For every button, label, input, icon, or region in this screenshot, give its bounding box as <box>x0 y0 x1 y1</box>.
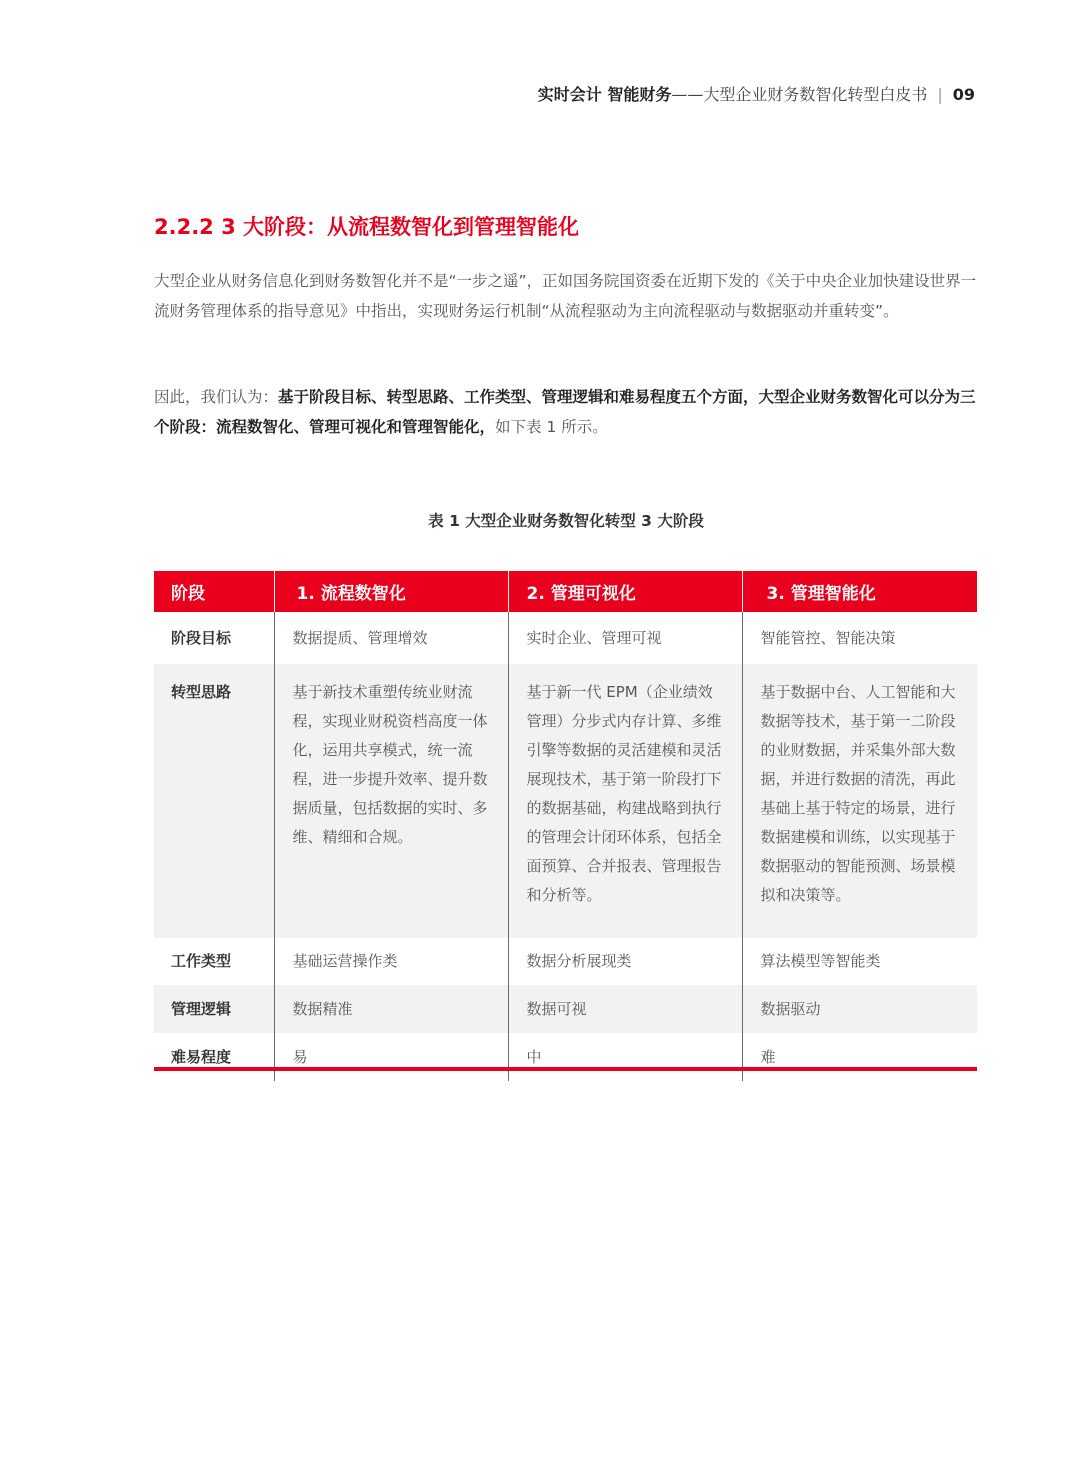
page-number: 09 <box>952 85 975 104</box>
row-label: 难易程度 <box>154 1033 274 1081</box>
row-label: 阶段目标 <box>154 612 274 664</box>
table-bottom-rule <box>154 1067 977 1071</box>
table-cell: 数据提质、管理增效 <box>274 612 508 664</box>
table-row <box>154 664 977 938</box>
table-row <box>154 1033 977 1081</box>
paragraph-conclusion <box>154 383 978 442</box>
table-row <box>154 938 977 985</box>
table-cell: 实时企业、管理可视 <box>508 612 742 664</box>
table-cell: 中 <box>508 1033 742 1081</box>
header-separator: | <box>937 85 943 104</box>
table-cell: 数据可视 <box>508 985 742 1033</box>
header-cell-visual: 2. 管理可视化 <box>508 571 742 612</box>
table-cell: 数据分析展现类 <box>508 938 742 985</box>
paragraph-tail: 如下表 1 所示。 <box>495 417 608 436</box>
table-cell: 基于新技术重塑传统业财流程，实现业财税资档高度一体化，运用共享模式，统一流程，进一步提升效率、提升数据质量，包括数据的实时、多维、精细和合规。 <box>274 664 508 938</box>
table-cell: 基于新一代 EPM（企业绩效管理）分步式内存计算、多维引擎等数据的灵活建模和灵活展现技术，基于第一阶段打下的数据基础，构建战略到执行的管理会计闭环体系，包括全面预算、合并报表、管理报告和分析等。 <box>508 664 742 938</box>
row-label: 工作类型 <box>154 938 274 985</box>
row-label: 转型思路 <box>154 664 274 938</box>
header-title-rest: ——大型企业财务数智化转型白皮书 <box>671 85 928 104</box>
header-cell-stage: 阶段 <box>154 571 274 612</box>
stage-table <box>154 571 977 1081</box>
table-cell: 算法模型等智能类 <box>742 938 977 985</box>
paragraph-lead: 因此，我们认为： <box>154 388 279 406</box>
header-title-bold: 实时会计 智能财务 <box>537 85 672 104</box>
paragraph-bold: 基于阶段目标、转型思路、工作类型、管理逻辑和难易程度五个方面，大型企业财务数智化可以分为三个阶段：流程数智化、管理可视化和管理智能化， <box>154 388 976 436</box>
table-cell: 智能管控、智能决策 <box>742 612 977 664</box>
table-cell: 数据精准 <box>274 985 508 1033</box>
row-label: 管理逻辑 <box>154 985 274 1033</box>
table-cell: 难 <box>742 1033 977 1081</box>
table-header-row <box>154 571 977 612</box>
table-row <box>154 612 977 664</box>
table-caption: 表 1 大型企业财务数智化转型 3 大阶段 <box>428 512 704 530</box>
header-cell-process: 1. 流程数智化 <box>274 571 508 612</box>
section-title: 2.2.2 3 大阶段：从流程数智化到管理智能化 <box>154 215 580 239</box>
page-header <box>538 84 975 106</box>
table-row <box>154 985 977 1033</box>
table-cell: 基础运营操作类 <box>274 938 508 985</box>
header-cell-intelligent: 3. 管理智能化 <box>742 571 977 612</box>
table-cell: 易 <box>274 1033 508 1081</box>
table-cell: 数据驱动 <box>742 985 977 1033</box>
paragraph-intro: 大型企业从财务信息化到财务数智化并不是“一步之遥”，正如国务院国资委在近期下发的《关于中央企业加快建设世界一流财务管理体系的指导意见》中指出，实现财务运行机制“从流程驱动为主向流程驱动与数据驱动并重转变”。 <box>154 272 977 320</box>
table-cell: 基于数据中台、人工智能和大数据等技术，基于第一二阶段的业财数据，并采集外部大数据，并进行数据的清洗，再此基础上基于特定的场景，进行数据建模和训练，以实现基于数据驱动的智能预测、场景模拟和决策等。 <box>742 664 977 938</box>
